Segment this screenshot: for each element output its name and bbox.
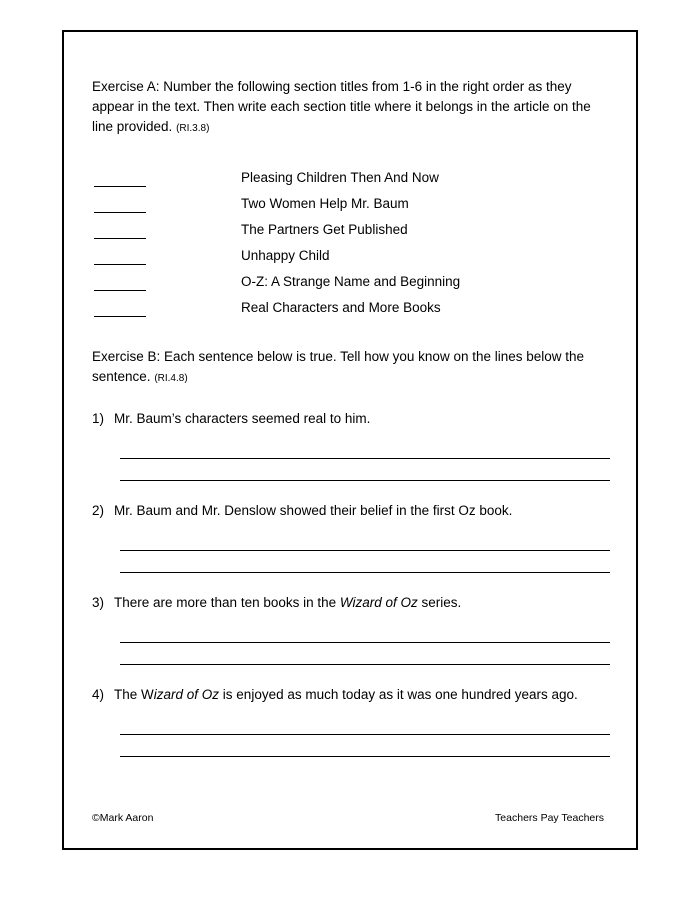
answer-line[interactable] [120,643,610,665]
question-block-1 [92,409,614,481]
section-title-5: O-Z: A Strange Name and Beginning [241,274,461,289]
answer-line[interactable] [120,621,610,643]
question-text-4: The Wizard of Oz is enjoyed as much today as it was one hundred years ago. [114,687,578,702]
answer-area-2[interactable] [120,529,614,573]
section-title-4: Unhappy Child [241,248,330,263]
footer-copyright: ©Mark Aaron [92,812,154,824]
exercise-a-standard: (RI.3.8) [176,123,210,134]
section-title-2: Two Women Help Mr. Baum [241,196,409,211]
order-blank-5[interactable] [94,275,146,291]
list-item [92,265,614,291]
order-blank-2[interactable] [94,197,146,213]
exercise-a-label: Exercise A: [92,79,160,94]
footer-publisher: Teachers Pay Teachers [495,812,604,824]
order-blank-3[interactable] [94,223,146,239]
answer-line[interactable] [120,551,610,573]
question-line [92,593,614,612]
section-title-1: Pleasing Children Then And Now [241,170,439,185]
page-footer [92,812,614,824]
exercise-a-instructions: Number the following section titles from 1-6 in the right order as they appear in the text. Then write each section title where it belongs in the article on the line provided. [92,79,591,134]
list-item [92,239,614,265]
section-title-6: Real Characters and More Books [241,300,441,315]
section-title-list [92,161,614,317]
exercise-a-intro [92,77,614,139]
answer-line[interactable] [120,437,610,459]
question-line [92,685,614,704]
worksheet-content [92,77,614,830]
exercise-b-standard: (RI.4.8) [154,373,188,384]
list-item [92,161,614,187]
answer-line[interactable] [120,529,610,551]
answer-line[interactable] [120,735,610,757]
list-item [92,213,614,239]
answer-line[interactable] [120,713,610,735]
order-blank-1[interactable] [94,171,146,187]
question-number-1: 1) [92,411,105,426]
question-line [92,409,614,428]
question-number-4: 4) [92,687,105,702]
question-text-3: There are more than ten books in the Wizard of Oz series. [114,595,462,610]
question-number-3: 3) [92,595,105,610]
answer-area-1[interactable] [120,437,614,481]
answer-line[interactable] [120,459,610,481]
order-blank-6[interactable] [94,301,146,317]
answer-area-3[interactable] [120,621,614,665]
worksheet-page [62,30,638,850]
exercise-b-intro [92,347,614,389]
exercise-b-instructions: Each sentence below is true. Tell how you know on the lines below the sentence. [92,349,585,384]
question-number-2: 2) [92,503,105,518]
list-item [92,187,614,213]
question-block-4 [92,685,614,757]
exercise-b-label: Exercise B: [92,349,161,364]
question-block-3 [92,593,614,665]
question-block-2 [92,501,614,573]
list-item [92,291,614,317]
section-title-3: The Partners Get Published [241,222,408,237]
question-text-1: Mr. Baum’s characters seemed real to him. [114,411,371,426]
question-line [92,501,614,520]
answer-area-4[interactable] [120,713,614,757]
order-blank-4[interactable] [94,249,146,265]
question-text-2: Mr. Baum and Mr. Denslow showed their belief in the first Oz book. [114,503,513,518]
